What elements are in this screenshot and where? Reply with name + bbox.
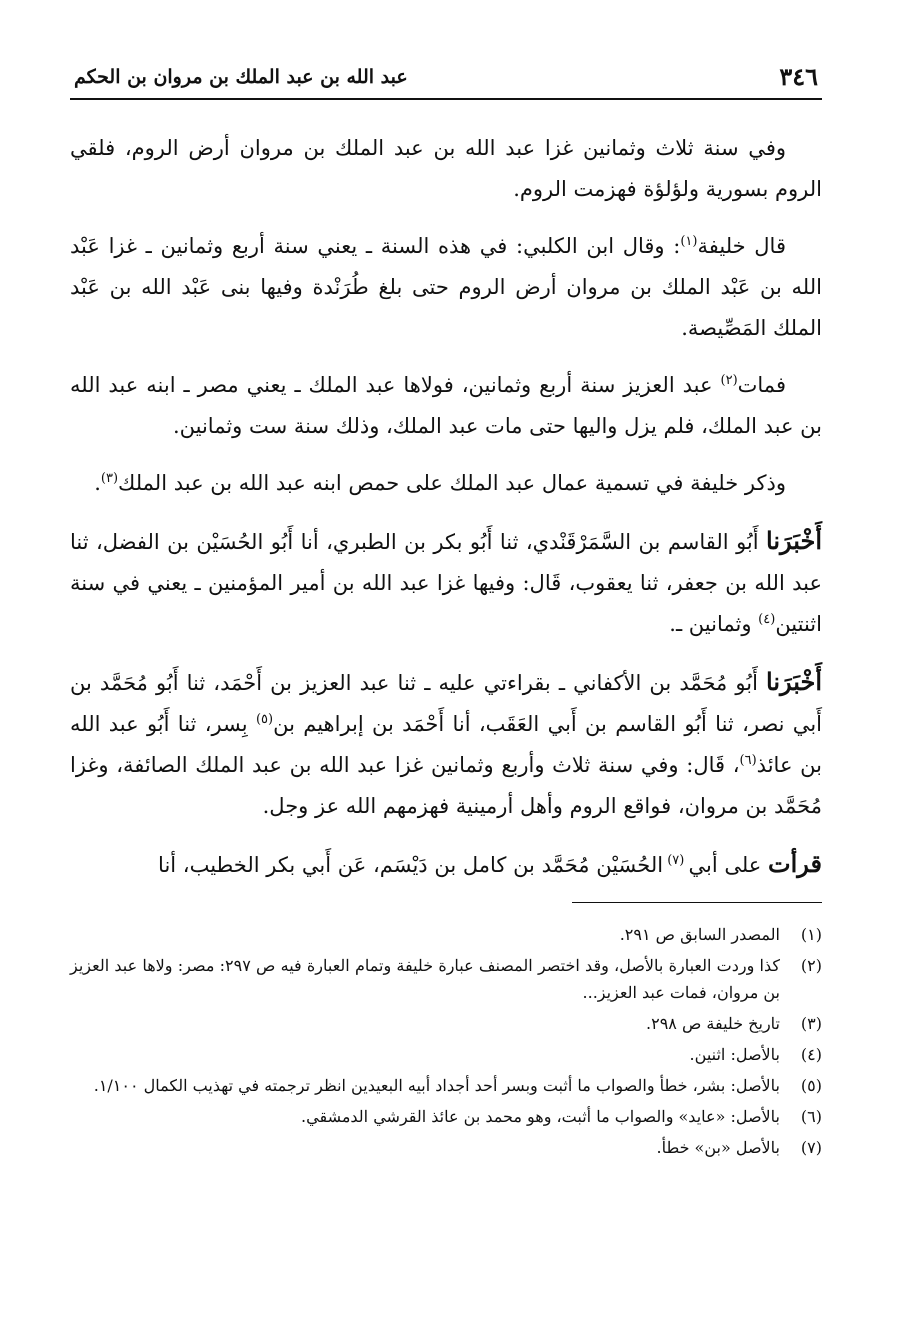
paragraph-text: قال خليفة	[697, 234, 786, 258]
footnote-ref-4[interactable]: (٤)	[758, 612, 776, 627]
footnotes	[70, 921, 822, 1161]
paragraph-text: .	[94, 471, 101, 495]
footnote-4	[70, 1041, 822, 1068]
footnote-ref-3[interactable]: (٣)	[100, 471, 119, 486]
footnote-5	[70, 1072, 822, 1099]
footnote-3	[70, 1010, 822, 1037]
paragraph-text: فمات	[737, 373, 786, 397]
footnote-number: (٦)	[800, 1107, 822, 1126]
narration-lead: قرأت	[768, 849, 822, 878]
running-title: عبد الله بن عبد الملك بن مروان بن الحكم	[74, 66, 408, 88]
paragraph-text: عبد العزيز سنة أربع وثمانين، فولاها عبد الملك ـ يعني مصر ـ ابنه عبد الله بن عبد الملك، فلم يزل واليها حتى مات عبد الملك، وذلك سنة ست وثمانين.	[70, 373, 822, 438]
paragraph-text: الحُسَيْن مُحَمَّد بن كامل بن دَيْسَم، عَن أَبي بكر الخطيب، أنا	[158, 853, 664, 877]
paragraph-text: وثمانين ـ.	[669, 612, 759, 636]
footnote-text: بالأصل «بن» خطأ.	[656, 1138, 780, 1157]
paragraph-4	[70, 463, 822, 504]
footnote-ref-1[interactable]: (١)	[680, 234, 698, 249]
footnote-ref-7[interactable]: (٧)	[663, 853, 689, 868]
paragraph-2	[70, 226, 822, 349]
paragraph-5	[70, 520, 822, 645]
footnote-number: (٤)	[800, 1045, 822, 1064]
footnote-ref-6[interactable]: (٦)	[739, 753, 757, 768]
paragraph-text: : وقال ابن الكلبي: في هذه السنة ـ يعني سنة أربع وثمانين ـ غزا عَبْد الله بن عَبْد الملك بن مروان أرض الروم حتى بلغ طُرَنْدة وفيها بنى عَبْد الله بن عَبْد الملك المَصِّيصة.	[70, 234, 822, 340]
footnote-6	[70, 1103, 822, 1130]
footnote-1	[70, 921, 822, 948]
narration-lead: أَخْبَرَنا	[766, 667, 822, 696]
main-text	[70, 128, 822, 886]
paragraph-3	[70, 365, 822, 447]
footnote-text: تاريخ خليفة ص ٢٩٨.	[646, 1014, 780, 1033]
footnote-number: (٣)	[800, 1014, 822, 1033]
footnote-divider	[572, 902, 822, 903]
paragraph-6	[70, 661, 822, 827]
book-page	[70, 60, 822, 1300]
paragraph-text: بِسر، ثنا أَبُو عبد الله بن عائذ	[70, 712, 822, 777]
footnote-number: (١)	[800, 925, 822, 944]
paragraph-7	[70, 843, 822, 886]
page-header	[70, 60, 822, 100]
page-number: ٣٤٦	[779, 62, 818, 91]
footnote-text: بالأصل: «عايد» والصواب ما أثبت، وهو محمد بن عائذ القرشي الدمشقي.	[301, 1107, 780, 1126]
footnote-text: المصدر السابق ص ٢٩١.	[619, 925, 780, 944]
footnote-text: كذا وردت العبارة بالأصل، وقد اختصر المصنف عبارة خليفة وتمام العبارة فيه ص ٢٩٧: مصر: ولاها عبد العزيز بن مروان، فمات عبد العزيز...	[70, 956, 781, 1002]
footnote-text: بالأصل: بشر، خطأ والصواب ما أثبت وبسر أحد أجداد أبيه البعيدين انظر ترجمته في تهذيب الكمال ١/١٠٠.	[93, 1076, 780, 1095]
paragraph-text: وفي سنة ثلاث وثمانين غزا عبد الله بن عبد الملك بن مروان أرض الروم، فلقي الروم بسورية ولؤلؤة فهزمت الروم.	[70, 136, 822, 201]
footnote-ref-5[interactable]: (٥)	[255, 712, 274, 727]
paragraph-text: ، قَال: وفي سنة ثلاث وأربع وثمانين غزا عبد الله بن عبد الملك الصائفة، وغزا مُحَمَّد بن مروان، فواقع الروم وأهل أرمينية فهزمهم الله عز وجل.	[70, 753, 822, 818]
footnote-text: بالأصل: اثنين.	[689, 1045, 780, 1064]
paragraph-text: وذكر خليفة في تسمية عمال عبد الملك على حمص ابنه عبد الله بن عبد الملك	[118, 471, 786, 495]
footnote-ref-2[interactable]: (٢)	[720, 373, 738, 388]
paragraph-1	[70, 128, 822, 210]
footnote-7	[70, 1134, 822, 1161]
footnote-number: (٢)	[800, 956, 822, 975]
paragraph-text: أَبُو مُحَمَّد بن الأكفاني ـ بقراءتي عليه ـ ثنا عبد العزيز بن أَحْمَد، ثنا أَبُو مُحَمَّد بن أَبي نصر، ثنا أَبُو القاسم بن أَبي العَقَب، أنا أَحْمَد بن إبراهيم بن	[70, 671, 822, 736]
narration-lead: أَخْبَرَنا	[766, 526, 823, 555]
paragraph-text: على أبي	[688, 853, 769, 877]
footnote-number: (٥)	[800, 1076, 822, 1095]
footnote-2	[70, 952, 822, 1006]
footnote-number: (٧)	[800, 1138, 822, 1157]
paragraph-text: أَبُو القاسم بن السَّمَرْقَنْدي، ثنا أَبُو بكر بن الطبري، أنا أَبُو الحُسَيْن بن الفضل، ثنا عبد الله بن جعفر، ثنا يعقوب، قَال: وفيها غزا عبد الله بن أمير المؤمنين ـ يعني في سنة اثنتين	[70, 530, 822, 636]
